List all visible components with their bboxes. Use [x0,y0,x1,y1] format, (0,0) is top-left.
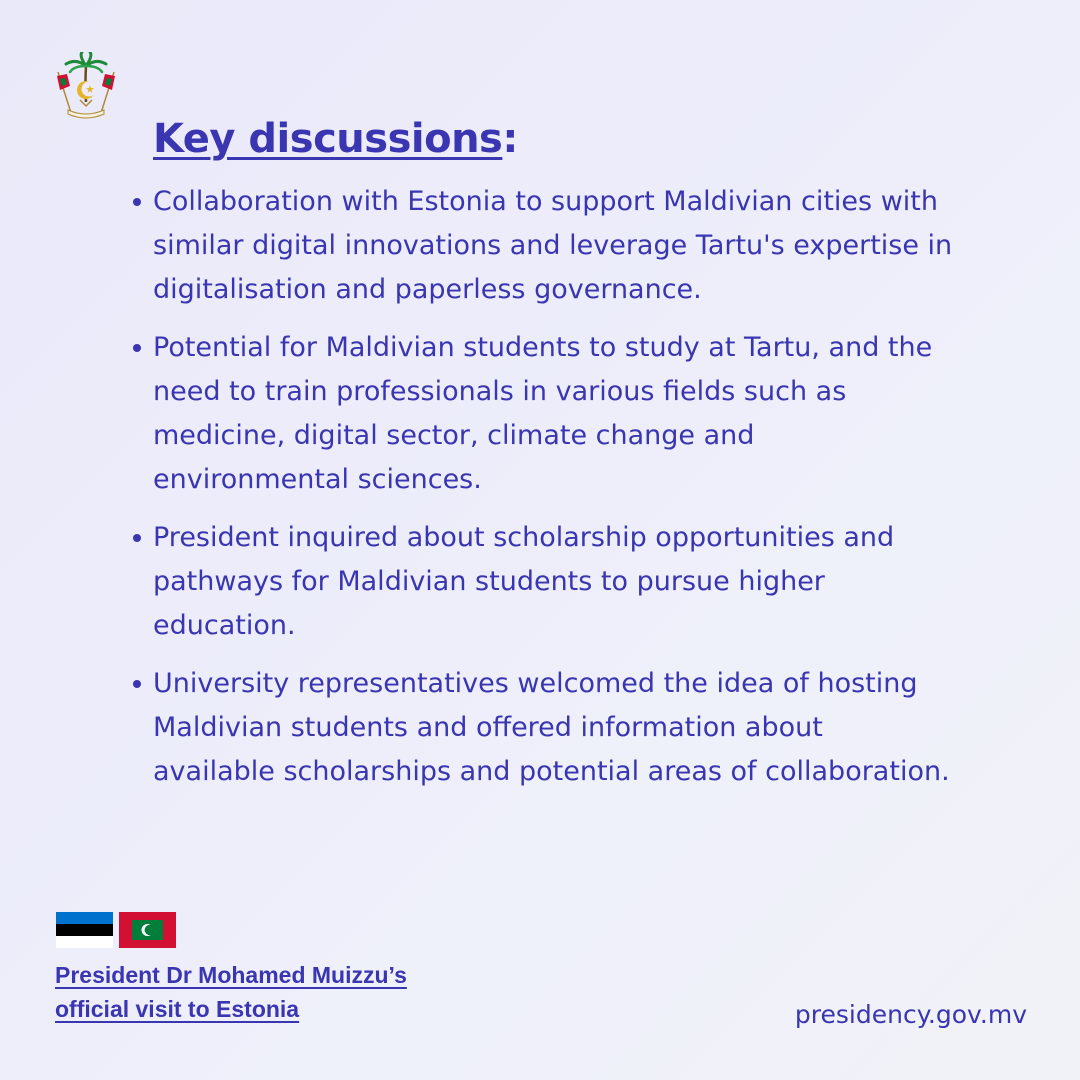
visit-title-link[interactable] [55,958,407,1026]
discussion-item: Potential for Maldivian students to study at Tartu, and the need to train professionals in various fields such as medicine, digital sector, climate change and environmental sciences. [153,326,953,502]
website-url: presidency.gov.mv [794,1000,1027,1029]
page-title-colon: : [502,116,518,162]
maldives-state-emblem-icon [52,52,120,124]
visit-title-line2[interactable]: official visit to Estonia [55,996,300,1022]
discussion-item: University representatives welcomed the idea of hosting Maldivian students and offered information about available scholarships and potential areas of collaboration. [153,662,953,794]
estonia-flag-icon [56,912,113,948]
maldives-flag-icon [119,912,176,948]
discussion-item: Collaboration with Estonia to support Maldivian cities with similar digital innovations and leverage Tartu's expertise in digitalisation and paperless governance. [153,180,953,312]
discussion-item: President inquired about scholarship opportunities and pathways for Maldivian students to pursue higher education. [153,516,953,648]
page-title [153,116,518,162]
page-title-text: Key discussions [153,116,503,162]
crescent-icon [132,920,163,940]
visit-title-line1[interactable]: President Dr Mohamed Muizzu’s [55,962,407,988]
discussion-list [153,180,953,808]
flags-row [56,912,176,948]
